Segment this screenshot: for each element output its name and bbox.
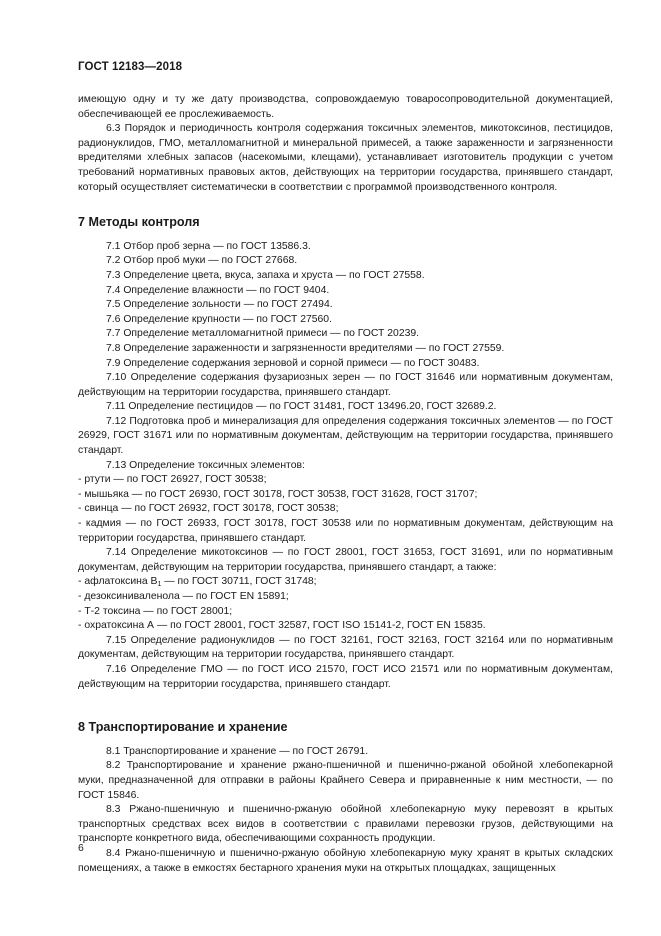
clause-7-10: 7.10 Определение содержания фузариозных зерен — по ГОСТ 31646 или нормативным документам, действующим на территории государства, принявшего стандарт.: [78, 372, 613, 398]
section-7-heading: 7 Методы контроля: [78, 215, 200, 230]
clause-8-4: 8.4 Ржано-пшеничную и пшенично-ржаную обойную хлебопекарную муку хранят в крытых складских помещениях, а также в емкостях бестарного хранения муки на открытых площадках, защищенных: [78, 847, 613, 874]
clause-7-16: 7.16 Определение ГМО — по ГОСТ ИСО 21570, ГОСТ ИСО 21571 или по нормативным документам, действующим на территории государства, принявшего стандарт.: [78, 663, 613, 690]
list-item: - ртути — по ГОСТ 26927, ГОСТ 30538;: [78, 474, 267, 486]
clause-8-3: 8.3 Ржано-пшеничную и пшенично-ржаную обойной хлебопекарную муку перевозят в крытых транспортных средствах всех видов в соответствии с правилами перевозки грузов, действующими на транспорте конкретного вида, обеспечивающими сохранность продукции.: [78, 804, 613, 845]
clause-7-4: 7.4 Определение влажности — по ГОСТ 9404.: [106, 284, 330, 296]
paragraph-6-3: 6.3 Порядок и периодичность контроля содержания токсичных элементов, микотоксинов, пестицидов, радионуклидов, ГМО, металломагнитной и минеральной примесей, а также зараженности и загрязненности вредителями хлебных запасов (насекомыми, клещами), устанавливает изготовитель продукции с учетом требований нормативных правовых актов, действующих на территории государства, принявшего стандарт, который осуществляет систематически в соответствии с программой производственного контроля.: [78, 123, 613, 193]
list-item: - свинца — по ГОСТ 26932, ГОСТ 30178, ГОСТ 30538;: [78, 503, 339, 515]
clause-7-6: 7.6 Определение крупности — по ГОСТ 27560.: [106, 313, 332, 325]
list-item: - дезоксиниваленола — по ГОСТ EN 15891;: [78, 591, 289, 602]
list-item-text: - афлатоксина В: [78, 576, 158, 588]
list-item: - Т-2 токсина — по ГОСТ 28001;: [78, 605, 233, 617]
clause-8-2: 8.2 Транспортирование и хранение ржано-пшеничной и пшенично-ржаной обойной хлебопекарной муки, предназначенной для отправки в районы Крайнего Севера и приравненные к ним местности, — по ГОСТ 15846.: [78, 760, 613, 801]
document-header: ГОСТ 12183—2018: [78, 61, 183, 73]
clause-7-3: 7.3 Определение цвета, вкуса, запаха и хруста — по ГОСТ 27558.: [106, 269, 425, 281]
list-item-text: — по ГОСТ 30711, ГОСТ 31748;: [161, 576, 317, 588]
clause-7-2: 7.2 Отбор проб муки — по ГОСТ 27668.: [106, 255, 298, 267]
clause-8-1: 8.1 Транспортирование и хранение — по ГОСТ 26791.: [106, 745, 369, 757]
section-8-heading: 8 Транспортирование и хранение: [78, 720, 288, 735]
clause-7-11: 7.11 Определение пестицидов — по ГОСТ 31481, ГОСТ 13496.20, ГОСТ 32689.2.: [106, 401, 497, 413]
clause-7-13: 7.13 Определение токсичных элементов:: [106, 459, 305, 471]
clause-7-14: 7.14 Определение микотоксинов — по ГОСТ 28001, ГОСТ 31653, ГОСТ 31691, или по нормативным документам, действующим на территории государства, принявшего стандарт, а также:: [78, 547, 613, 573]
list-item: [78, 575, 613, 590]
clause-7-7: 7.7 Определение металломагнитной примеси — по ГОСТ 20239.: [106, 328, 420, 340]
clause-7-12: 7.12 Подготовка проб и минерализация для определения содержания токсичных элементов — по ГОСТ 26929, ГОСТ 31671 или по нормативным документам, действующим на территории государства, принявшего стандарт.: [78, 415, 613, 457]
paragraph: имеющую одну и ту же дату производства, сопровождаемую товаросопроводительной документацией, обеспечивающей ее прослеживаемость.: [78, 94, 613, 120]
page-number: 6: [78, 843, 84, 854]
list-item: - охратоксина А — по ГОСТ 28001, ГОСТ 32587, ГОСТ ISO 15141-2, ГОСТ EN 15835.: [78, 620, 486, 632]
clause-7-15: 7.15 Определение радионуклидов — по ГОСТ 32161, ГОСТ 32163, ГОСТ 32164 или по нормативным документам, действующим на территории государства, принявшего стандарт.: [78, 634, 613, 661]
clause-7-5: 7.5 Определение зольности — по ГОСТ 27494.: [106, 299, 333, 311]
list-item: - кадмия — по ГОСТ 26933, ГОСТ 30178, ГОСТ 30538 или по нормативным документам, действующим на территории государства, принявшего стандарт.: [78, 518, 613, 544]
document-body: [78, 93, 613, 876]
subscript: 1: [157, 581, 162, 589]
clause-7-1: 7.1 Отбор проб зерна — по ГОСТ 13586.3.: [106, 240, 311, 252]
list-item: - мышьяка — по ГОСТ 26930, ГОСТ 30178, ГОСТ 30538, ГОСТ 31628, ГОСТ 31707;: [78, 488, 478, 500]
clause-7-9: 7.9 Определение содержания зерновой и сорной примеси — по ГОСТ 30483.: [106, 357, 480, 369]
clause-7-8: 7.8 Определение зараженности и загрязненности вредителями — по ГОСТ 27559.: [106, 342, 505, 354]
